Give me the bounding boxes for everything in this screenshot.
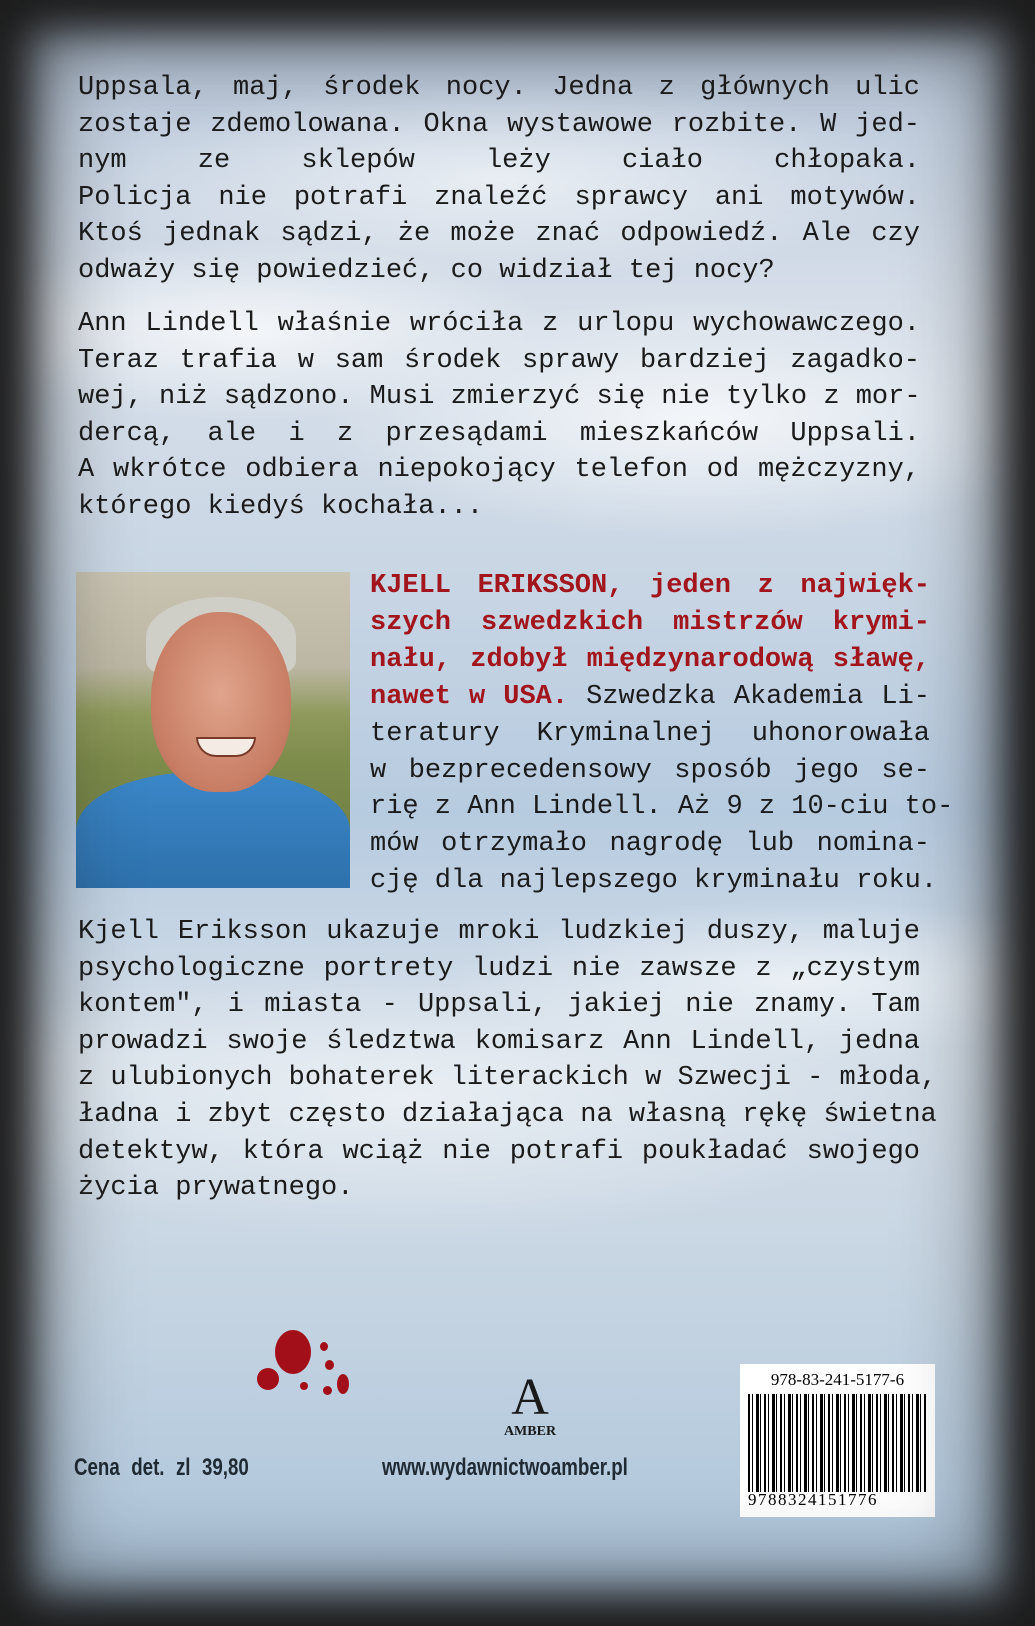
text-line: Ktoś jednak sądzi, że może znać odpowiedź. Ale czy (78, 219, 920, 250)
publisher-mark: A (511, 1369, 549, 1426)
text-line: prowadzi swoje śledztwa komisarz Ann Lindell, jedna (78, 1026, 920, 1057)
text-line: dercą, ale i z przesądami mieszkańców Uppsali. (78, 418, 920, 449)
text-line: Kjell Eriksson ukazuje mroki ludzkiej duszy, maluje (78, 917, 920, 947)
text-line: ładna i zbyt często działająca na własną rękę świetna (78, 1099, 937, 1130)
bio-line: rię z Ann Lindell. Aż 9 z 10-ciu to- (370, 792, 954, 823)
text-line: wej, niż sądzono. Musi zmierzyć się nie tylko z mor- (78, 382, 921, 413)
bio-line (370, 679, 930, 716)
text-line: którego kiedyś kochała... (78, 491, 484, 522)
text-line: A wkrótce odbiera niepokojący telefon od mężczyzny, (78, 455, 920, 486)
text-line: detektyw, która wciąż nie potrafi poukładać swojego (78, 1136, 920, 1167)
text-line: z ulubionych bohaterek literackich w Szwecji - młoda, (78, 1063, 937, 1094)
text-line: Uppsala, maj, środek nocy. Jedna z głównych ulic (78, 73, 920, 103)
bio-text: Szwedzka Akademia Li- (568, 681, 930, 712)
publisher-name: AMBER (503, 1424, 557, 1439)
bio-line: szych szwedzkich mistrzów krymi- (370, 607, 930, 638)
bio-line: mów otrzymało nagrodę lub nomina- (370, 829, 930, 860)
barcode-bars (748, 1394, 927, 1492)
text-line: życia prywatnego. (78, 1173, 354, 1204)
publisher-website: www.wydawnictwoamber.pl (382, 1454, 628, 1481)
text-line: Policja nie potrafi znaleźć sprawcy ani motywów. (78, 182, 920, 213)
bio-line: w bezprecedensowy sposób jego se- (370, 755, 930, 786)
text-line: odważy się powiedzieć, co widział tej nocy? (78, 255, 775, 286)
blurb-paragraph-3 (78, 914, 937, 1207)
blurb-paragraph-1 (78, 70, 920, 290)
price-label: Cena det. zl 39,80 (74, 1454, 249, 1481)
bio-line: teratury Kryminalnej uhonorowała (370, 718, 930, 749)
text-line: Ann Lindell właśnie wróciła z urlopu wychowawczego. (78, 309, 920, 339)
text-line: zostaje zdemolowana. Okna wystawowe rozbite. W jed- (78, 109, 920, 140)
ean-number: 9788324151776 (748, 1490, 878, 1509)
text-line: Teraz trafia w sam środek sprawy bardziej zagadko- (78, 345, 920, 376)
text-line: nym ze sklepów leży ciało chłopaka. (78, 146, 920, 177)
author-bio (370, 568, 954, 900)
bio-line: cję dla najlepszego kryminału roku. (370, 866, 938, 897)
text-line: kontem", i miasta - Uppsali, jakiej nie znamy. Tam (78, 990, 920, 1021)
blurb-paragraph-2 (78, 306, 920, 526)
publisher-logo (490, 1369, 570, 1440)
text-line: psychologiczne portrety ludzi nie zawsze z „czystym (78, 953, 920, 984)
bio-line: KJELL ERIKSSON, jeden z najwięk- (370, 571, 930, 601)
isbn-barcode (740, 1364, 935, 1517)
bio-line: nału, zdobył międzynarodową sławę, (370, 644, 930, 675)
bio-highlight: nawet w USA. (370, 681, 569, 712)
isbn-number: 978-83-241-5177-6 (770, 1370, 905, 1389)
author-photo (76, 572, 350, 888)
